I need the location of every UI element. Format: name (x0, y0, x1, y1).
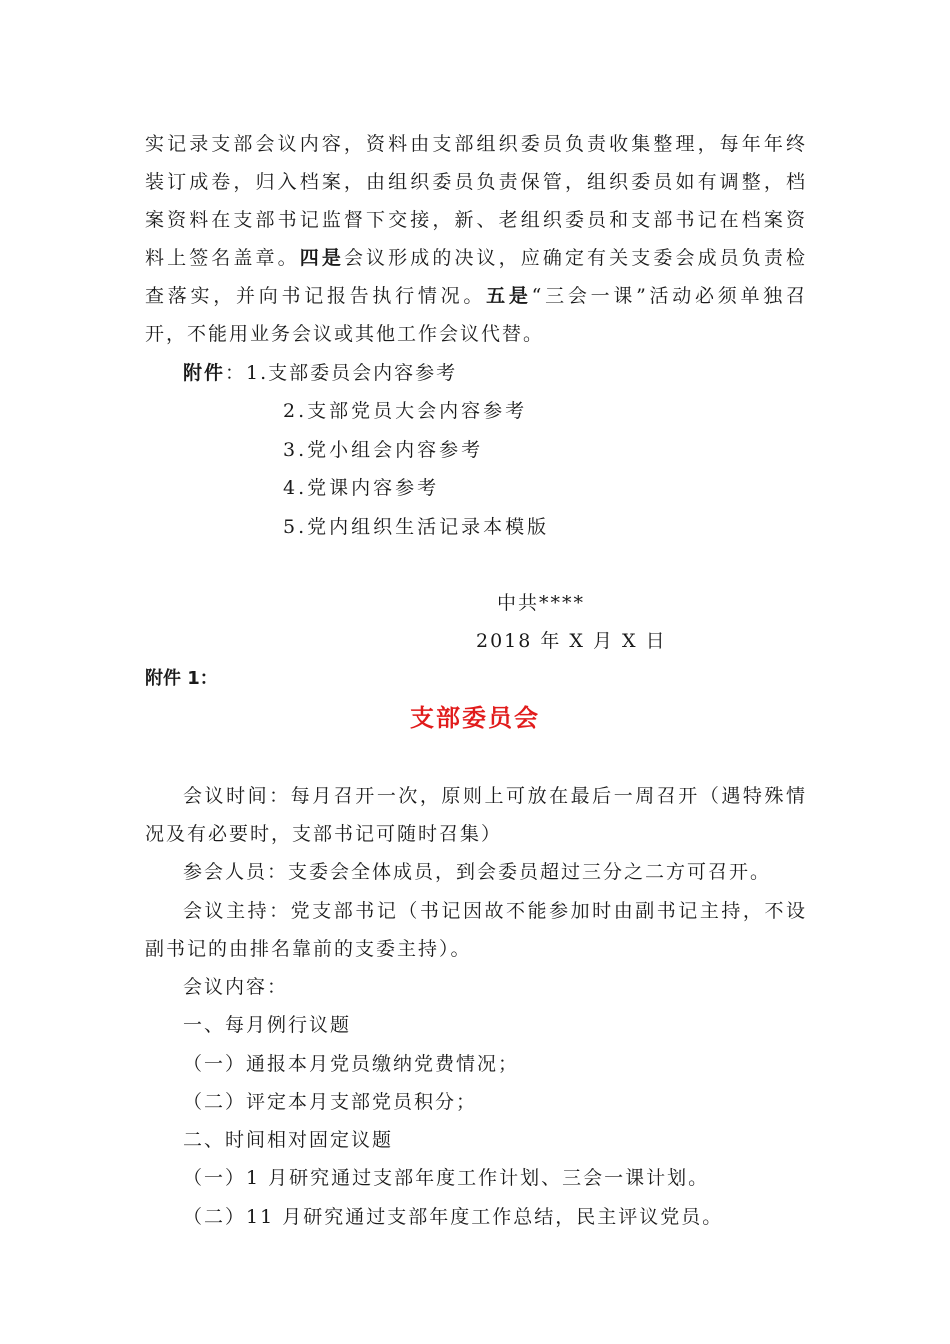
attachment-item-2: 2.支部党员大会内容参考 (283, 400, 528, 422)
attachment-item-1: 1.支部委员会内容参考 (246, 362, 458, 384)
body-line-4-pre: 料上签名盖章。 (145, 247, 300, 269)
section-two-item-2: （二）11 月研究通过支部年度工作总结，民主评议党员。 (183, 1206, 724, 1228)
body-line-5 (145, 283, 805, 309)
body-line-6: 开，不能用业务会议或其他工作会议代替。 (145, 323, 545, 345)
section-one-heading: 一、每月例行议题 (183, 1014, 352, 1036)
attachment-item-3: 3.党小组会内容参考 (283, 439, 484, 461)
attachments-first-line (183, 360, 457, 386)
point-five-label: 五是 (486, 285, 532, 307)
signature-date: 2018 年 X 月 X 日 (476, 630, 667, 652)
attachments-colon: ： (225, 362, 247, 384)
meeting-time-line-1: 会议时间：每月召开一次，原则上可放在最后一周召开（遇特殊情 (183, 785, 805, 807)
section-two-heading: 二、时间相对固定议题 (183, 1129, 394, 1151)
section-one-item-1: （一）通报本月党员缴纳党费情况； (183, 1053, 520, 1075)
attachment-item-5: 5.党内组织生活记录本模版 (283, 516, 550, 538)
attachment-1-label: 附件 1： (145, 668, 218, 689)
attachments-label: 附件 (183, 362, 226, 384)
host-line-1: 会议主持：党支部书记（书记因故不能参加时由副书记主持，不设 (183, 900, 805, 922)
body-line-2: 装订成卷，归入档案，由组织委员负责保管，组织委员如有调整，档 (145, 171, 805, 193)
host-line-2: 副书记的由排名靠前的支委主持）。 (145, 938, 472, 960)
signature-org: 中共**** (497, 592, 586, 614)
body-line-1: 实记录支部会议内容，资料由支部组织委员负责收集整理，每年年终 (145, 133, 805, 155)
content-heading: 会议内容： (183, 976, 289, 998)
attendees-line: 参会人员：支委会全体成员，到会委员超过三分之二方可召开。 (183, 861, 772, 883)
meeting-time-line-2: 况及有必要时，支部书记可随时召集） (145, 823, 503, 845)
attachment-1-title: 支部委员会 (410, 704, 540, 732)
body-line-3: 案资料在支部书记监督下交接，新、老组织委员和支部书记在档案资 (145, 209, 805, 231)
body-line-5-pre: 查落实，并向书记报告执行情况。 (145, 285, 487, 307)
body-line-4 (145, 245, 805, 271)
body-line-4-post: 会议形成的决议，应确定有关支委会成员负责检 (343, 247, 805, 269)
section-one-item-2: （二）评定本月支部党员积分； (183, 1091, 478, 1113)
attachment-item-4: 4.党课内容参考 (283, 477, 440, 499)
body-line-5-post: “三会一课”活动必须单独召 (531, 285, 805, 307)
section-two-item-1: （一）1 月研究通过支部年度工作计划、三会一课计划。 (183, 1167, 710, 1189)
point-four-label: 四是 (299, 247, 344, 269)
